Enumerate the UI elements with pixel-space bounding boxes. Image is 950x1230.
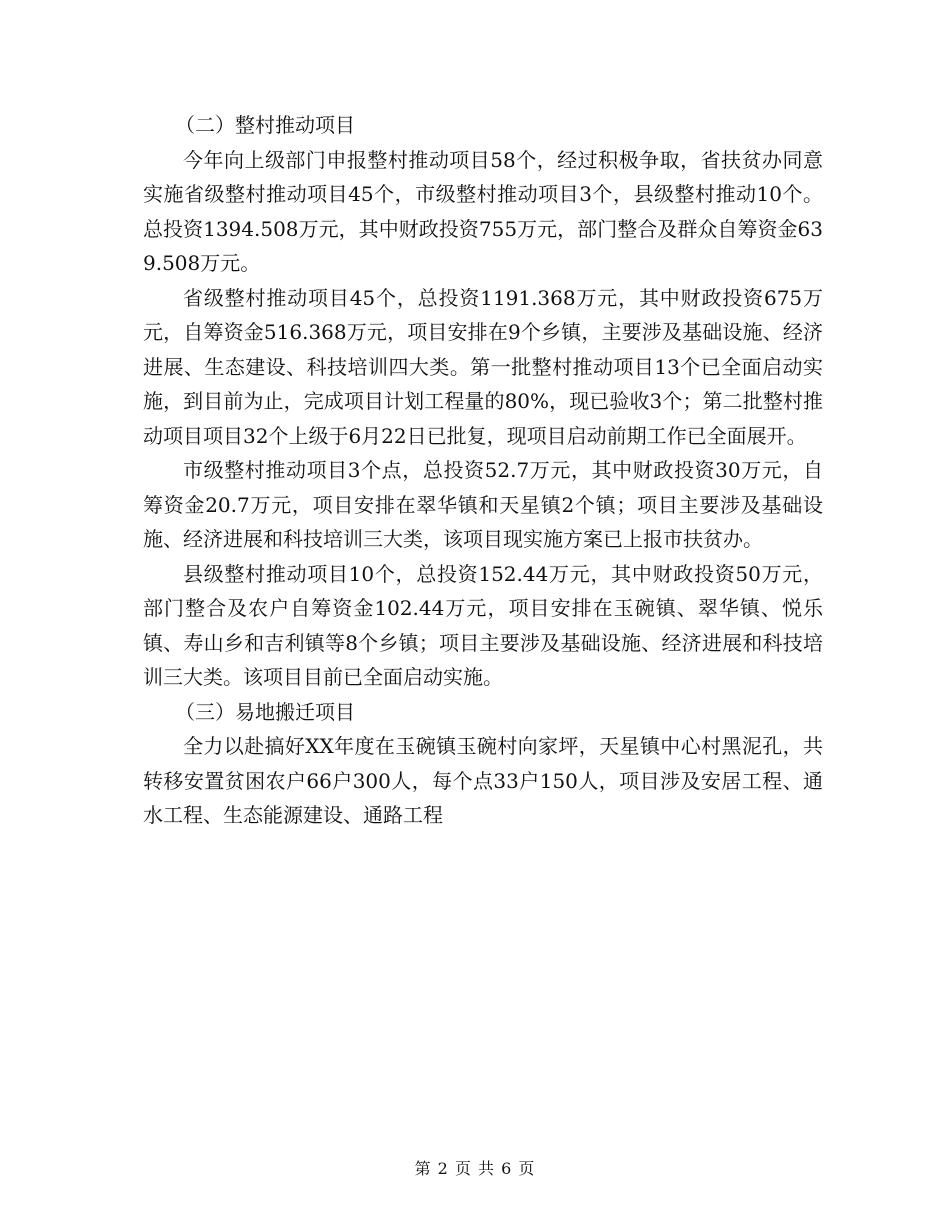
section-heading-village-projects: （二）整村推动项目 [175, 113, 355, 137]
paragraph-municipal: 市级整村推动项目3个点，总投资52.7万元，其中财政投资30万元，自筹资金20.7万元，项目安排在翠华镇和天星镇2个镇；项目主要涉及基础设施、经济进展和科技培训三大类，该项目现实施方案已上报市扶贫办。 [143, 458, 823, 551]
paragraph-county: 县级整村推动项目10个，总投资152.44万元，其中财政投资50万元，部门整合及农户自筹资金102.44万元，项目安排在玉碗镇、翠华镇、悦乐镇、寿山乡和吉利镇等8个乡镇；项目主要涉及基础设施、经济进展和科技培训三大类。该项目目前已全面启动实施。 [143, 561, 823, 689]
document-body [143, 108, 823, 833]
paragraph-relocation: 全力以赴搞好XX年度在玉碗镇玉碗村向家坪，天星镇中心村黑泥孔，共转移安置贫困农户66户300人，每个点33户150人，项目涉及安居工程、通水工程、生态能源建设、通路工程 [143, 734, 823, 827]
paragraph-overview: 今年向上级部门申报整村推动项目58个，经过积极争取，省扶贫办同意实施省级整村推动项目45个，市级整村推动项目3个，县级整村推动10个。总投资1394.508万元，其中财政投资755万元，部门整合及群众自筹资金639.508万元。 [143, 147, 823, 275]
section-heading-relocation: （三）易地搬迁项目 [175, 699, 355, 724]
paragraph-provincial: 省级整村推动项目45个，总投资1191.368万元，其中财政投资675万元，自筹资金516.368万元，项目安排在9个乡镇，主要涉及基础设施、经济进展、生态建设、科技培训四大类。第一批整村推动项目13个已全面启动实施，到目前为止，完成项目计划工程量的80%，现已验收3个；第二批整村推动项目项目32个上级于6月22日已批复，现项目启动前期工作已全面展开。 [143, 285, 823, 448]
page-number-footer: 第 2 页 共 6 页 [414, 1159, 536, 1178]
